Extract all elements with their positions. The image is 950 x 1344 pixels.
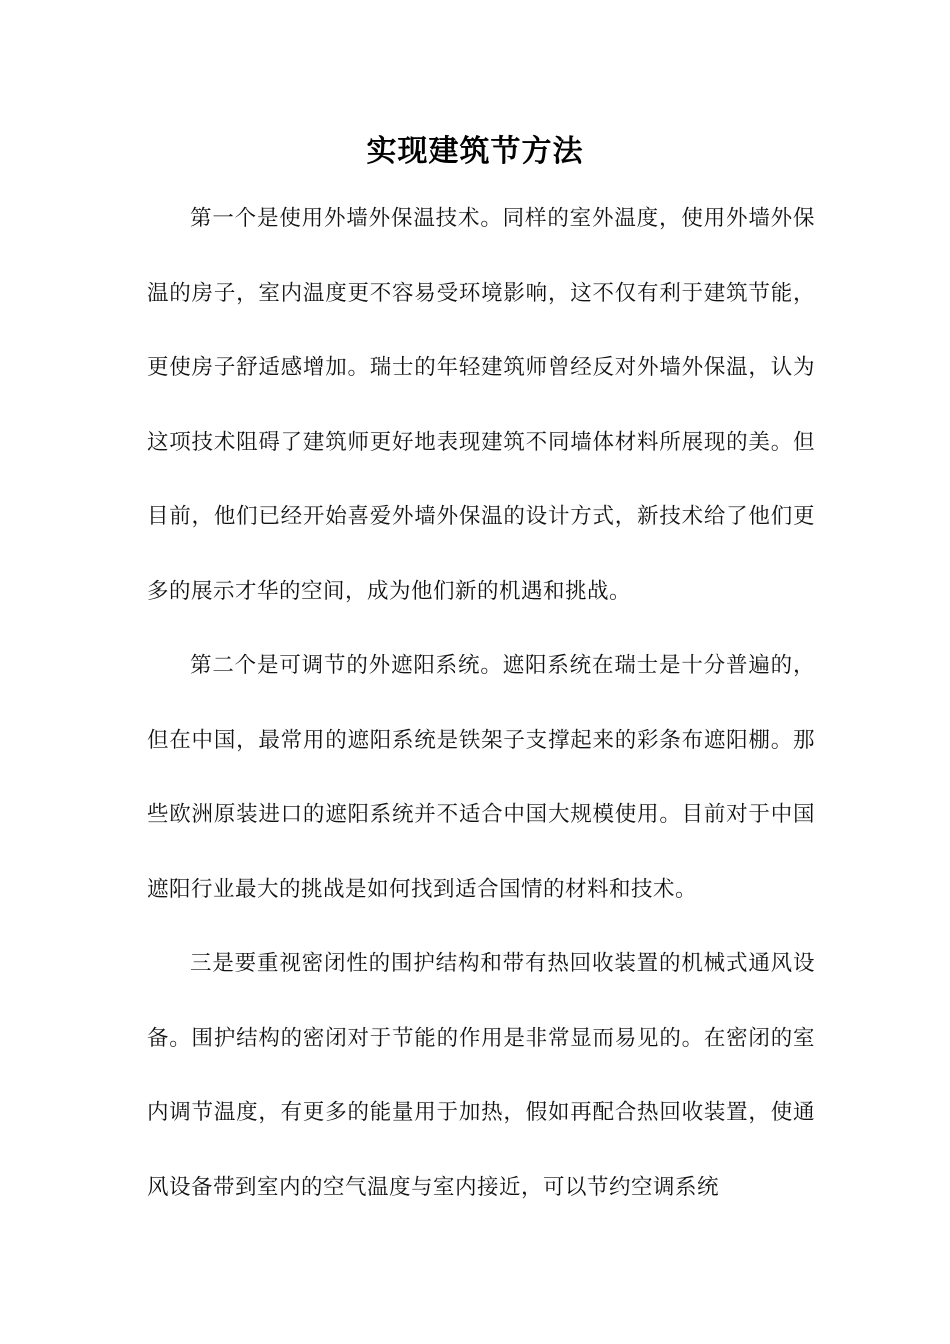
- document-body: [147, 182, 815, 1225]
- paragraph-airtight-ventilation: 三是要重视密闭性的围护结构和带有热回收装置的机械式通风设备。围护结构的密闭对于节能的作用是非常显而易见的。在密闭的室内调节温度，有更多的能量用于加热，假如再配合热回收装置，使通风设备带到室内的空气温度与室内接近，可以节约空调系统: [147, 951, 815, 1200]
- paragraph-external-insulation: 第一个是使用外墙外保温技术。同样的室外温度，使用外墙外保温的房子，室内温度更不容易受环境影响，这不仅有利于建筑节能，更使房子舒适感增加。瑞士的年轻建筑师曾经反对外墙外保温，认为这项技术阻碍了建筑师更好地表现建筑不同墙体材料所展现的美。但目前，他们已经开始喜爱外墙外保温的设计方式，新技术给了他们更多的展示才华的空间，成为他们新的机遇和挑战。: [147, 206, 815, 604]
- document-title: 实现建筑节方法: [366, 134, 584, 169]
- paragraph-external-shading: 第二个是可调节的外遮阳系统。遮阳系统在瑞士是十分普遍的，但在中国，最常用的遮阳系统是铁架子支撑起来的彩条布遮阳棚。那些欧洲原装进口的遮阳系统并不适合中国大规模使用。目前对于中国遮阳行业最大的挑战是如何找到适合国情的材料和技术。: [147, 653, 815, 902]
